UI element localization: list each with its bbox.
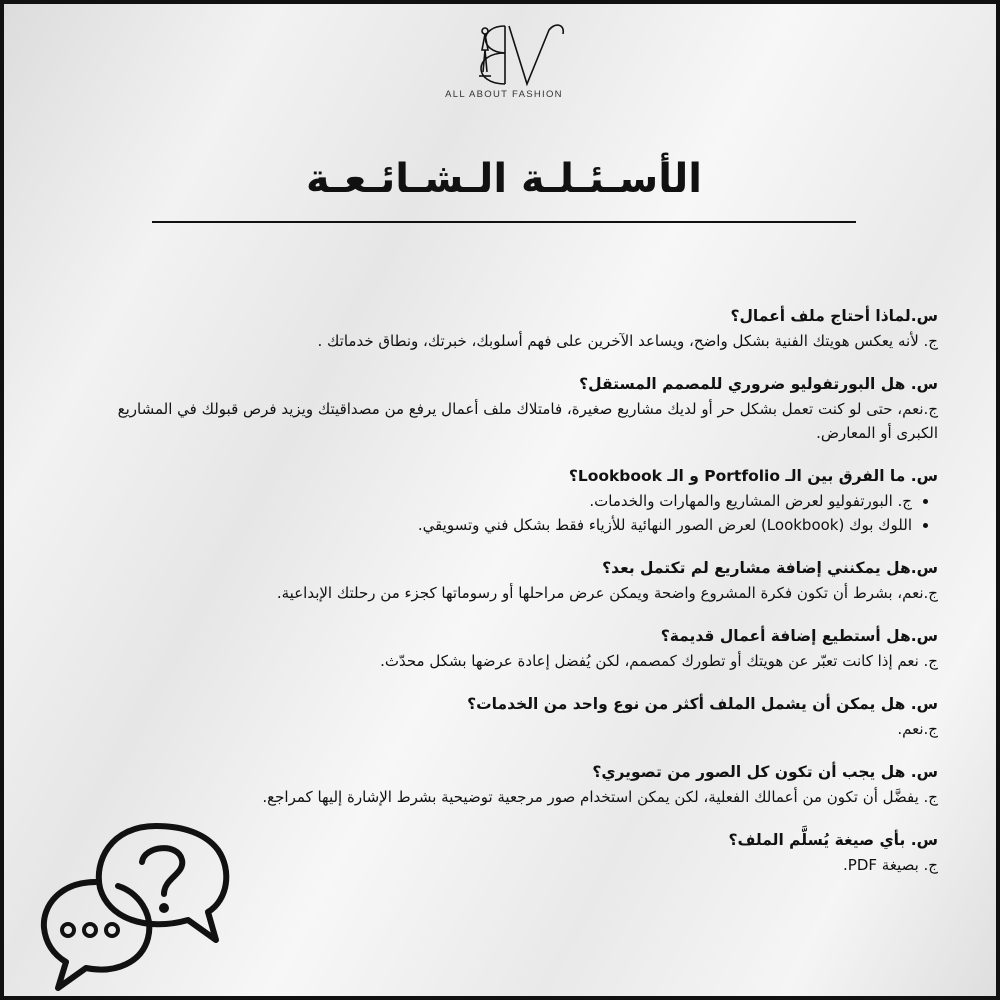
faq-item [108,556,938,605]
faq-question: س. ما الفرق بين الـ Portfolio و الـ Lookbook؟ [568,467,938,485]
faq-question: س. هل البورتفوليو ضروري للمصمم المستقل؟ [579,375,938,393]
chat-question-bubbles-icon [38,822,238,998]
faq-item [108,372,938,445]
faq-question: س. بأي صيغة يُسلَّم الملف؟ [728,831,938,849]
faq-question: س. هل يجب أن تكون كل الصور من تصويري؟ [592,763,938,781]
faq-item [108,760,938,809]
faq-answer-list [108,489,938,537]
faq-question: س.هل أستطيع إضافة أعمال قديمة؟ [660,627,938,645]
faq-question: س. هل يمكن أن يشمل الملف أكثر من نوع واحد من الخدمات؟ [467,695,938,713]
faq-item [108,304,938,353]
faq-answer: ج. بصيغة PDF. [843,856,938,874]
faq-question: س.هل يمكنني إضافة مشاريع لم تكتمل بعد؟ [602,559,938,577]
faq-answer: ج. لأنه يعكس هويتك الفنية بشكل واضح، ويساعد الآخرين على فهم أسلوبك، خبرتك، ونطاق خدماتك . [317,332,938,350]
faq-item [108,624,938,673]
faq-item [108,464,938,537]
faq-answer: ج.نعم، بشرط أن تكون فكرة المشروع واضحة ويمكن عرض مراحلها أو رسوماتها كجزء من رحلتك الإبداعية. [276,584,938,602]
brand-logo [4,20,1000,100]
title-divider [152,221,856,223]
brand-tagline: ALL ABOUT FASHION [445,89,563,100]
faq-question: س.لماذا أحتاج ملف أعمال؟ [730,307,938,325]
faq-answer-bullet: • ج. البورتفوليو لعرض المشاريع والمهارات والخدمات. [108,489,912,513]
page-title: الأسـئـلـة الـشـائـعـة [306,156,702,202]
bv-monogram-icon [439,20,569,88]
faq-item [108,692,938,741]
faq-answer: ج.نعم. [897,720,938,738]
faq-answer: ج. نعم إذا كانت تعبّر عن هويتك أو تطورك كمصمم، لكن يُفضل إعادة عرضها بشكل محدّث. [380,652,938,670]
faq-answer: ج. يفضَّل أن تكون من أعمالك الفعلية، لكن يمكن استخدام صور مرجعية توضيحية بشرط الإشارة إليها كمراجع. [262,788,938,806]
faq-list [108,304,938,896]
faq-answer: ج.نعم، حتى لو كنت تعمل بشكل حر أو لديك مشاريع صغيرة، فامتلاك ملف أعمال يرفع من مصداقيتك ويزيد فرص قبولك في المشاريع الكبرى أو المعارض. [117,400,938,442]
faq-answer-bullet: • اللوك بوك (Lookbook) لعرض الصور النهائية للأزياء فقط بشكل فني وتسويقي. [108,513,912,537]
